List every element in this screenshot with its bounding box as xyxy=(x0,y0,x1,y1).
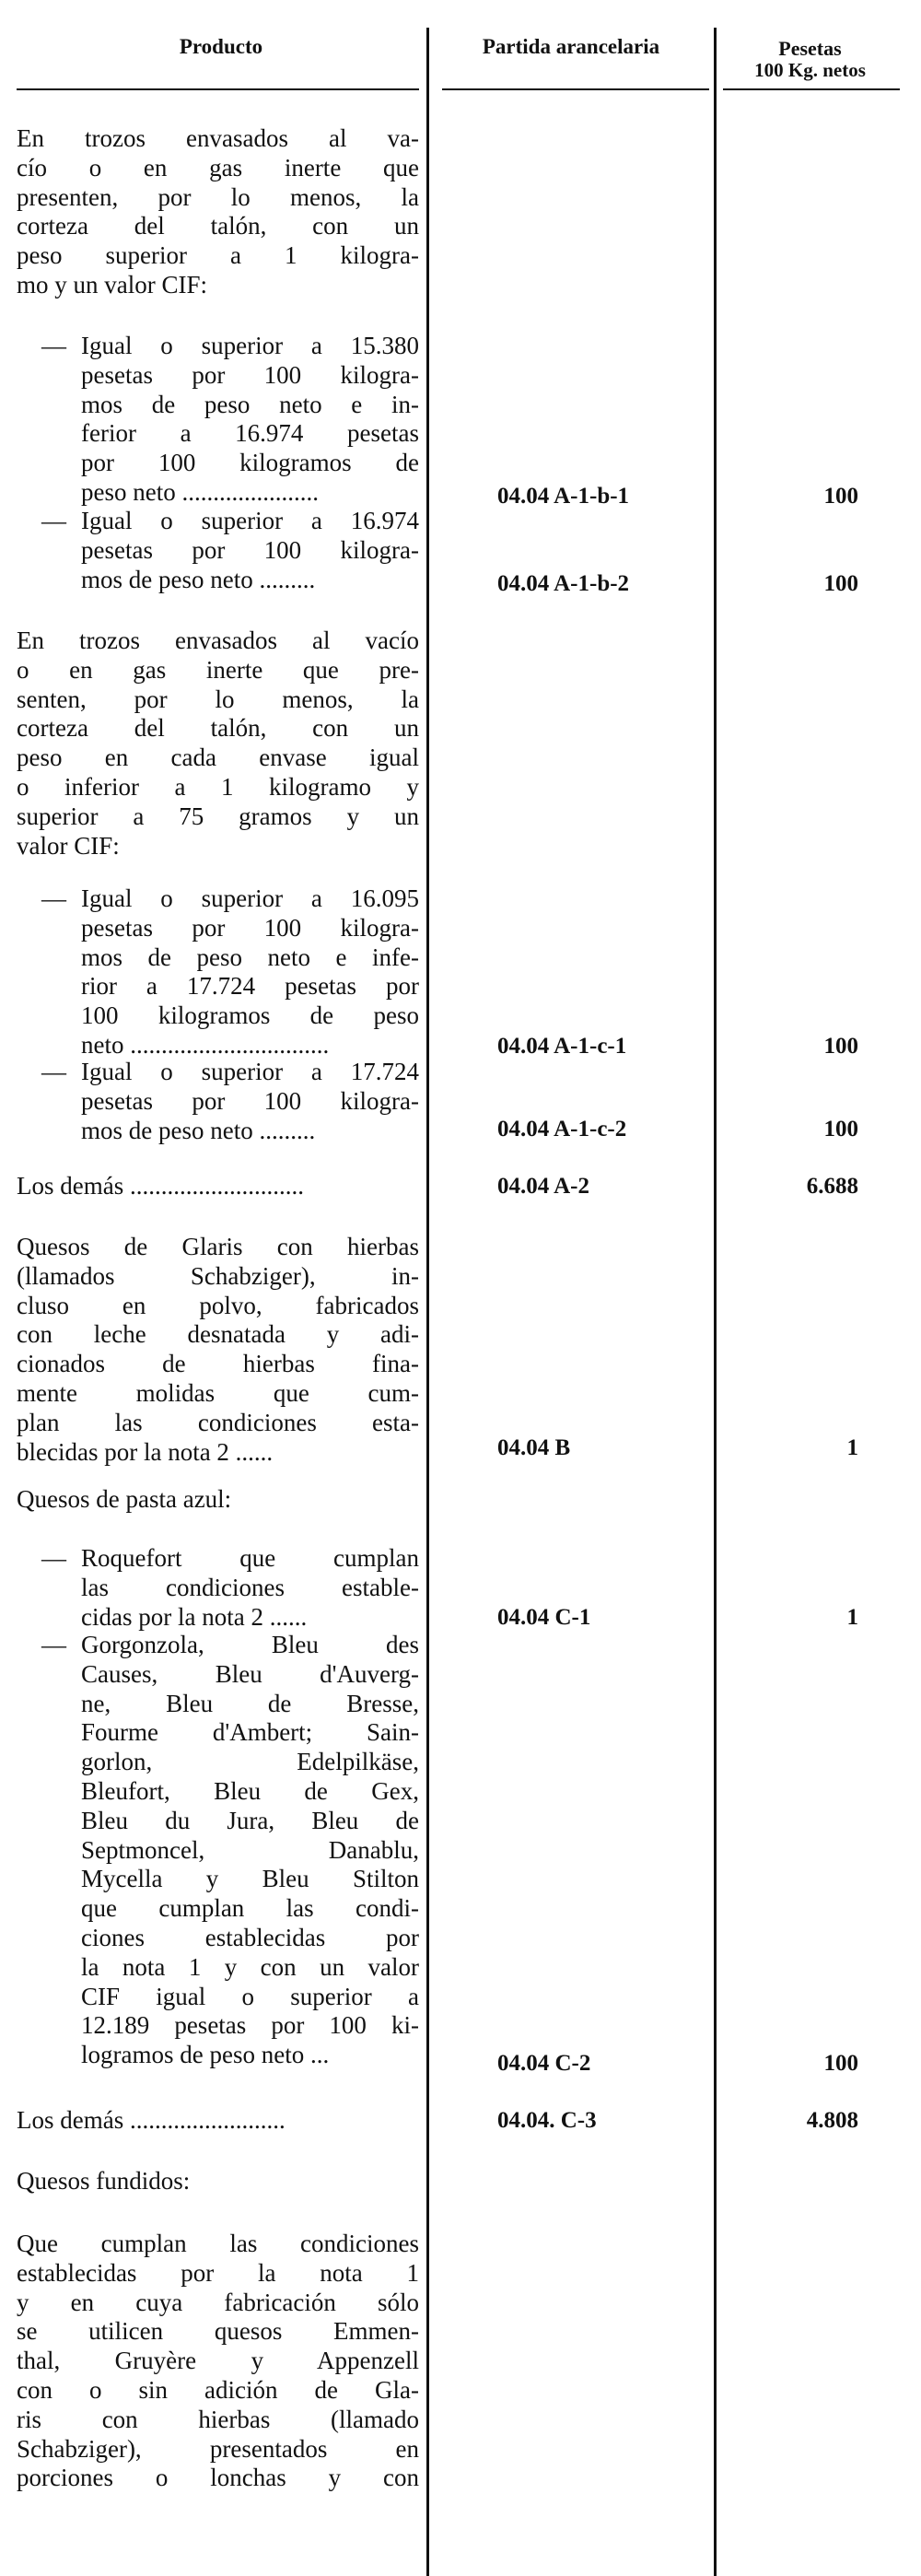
text-line: CIF igual o superior a xyxy=(81,1982,419,2010)
product-item-b1 xyxy=(41,332,419,508)
product-block-pasta-azul xyxy=(17,1485,419,1515)
text-line: En trozos envasados al vacío xyxy=(17,626,419,654)
text-line: presenten, por lo menos, la xyxy=(17,182,419,211)
text-line: mo y un valor CIF: xyxy=(17,270,207,299)
partida-code: 04.04 B xyxy=(497,1435,571,1460)
text-line: y en cuya fabricación sólo xyxy=(17,2288,419,2316)
text-line: thal, Gruyère y Appenzell xyxy=(17,2347,419,2375)
text-line: Igual o superior a 17.724 xyxy=(81,1058,419,1085)
text-line: Los demás ............................ xyxy=(17,1172,304,1200)
text-line: 100 kilogramos de peso xyxy=(81,1001,419,1030)
text-line: Que cumplan las condiciones xyxy=(17,2230,419,2257)
text-line: Mycella y Bleu Stilton xyxy=(81,1865,419,1893)
text-line: ne, Bleu de Bresse, xyxy=(81,1689,419,1717)
text-line: establecidas por la nota 1 xyxy=(17,2258,419,2287)
partida-code: 04.04 A-1-b-1 xyxy=(497,484,630,509)
header-rule-producto xyxy=(17,88,419,90)
text-line: Quesos de Glaris con hierbas xyxy=(17,1233,419,1260)
text-line: rior a 17.724 pesetas por xyxy=(81,972,419,1001)
partida-code: 04.04 A-1-c-1 xyxy=(497,1034,627,1059)
text-line: corteza del talón, con un xyxy=(17,212,419,240)
product-item-b2 xyxy=(41,507,419,594)
text-line: mos de peso neto e in- xyxy=(81,390,419,418)
text-line: corteza del talón, con un xyxy=(17,714,419,743)
pesetas-rate: 4.808 xyxy=(806,2108,858,2133)
column-header-pesetas: Pesetas xyxy=(778,37,842,60)
pesetas-rate: 1 xyxy=(846,1605,858,1630)
text-line: peso superior a 1 kilogra- xyxy=(17,241,419,270)
text-line: neto ................................ xyxy=(81,1030,330,1059)
text-line: Quesos de pasta azul: xyxy=(17,1485,232,1513)
dash-bullet: — xyxy=(41,884,66,912)
text-line: cionados de hierbas fina- xyxy=(17,1350,419,1378)
text-line: por 100 kilogramos de xyxy=(81,449,419,477)
text-line: 12.189 pesetas por 100 ki- xyxy=(81,2011,419,2040)
text-line: ferior a 16.974 pesetas xyxy=(81,419,419,448)
text-line: mos de peso neto ......... xyxy=(81,1116,316,1144)
pesetas-rate: 100 xyxy=(823,571,858,596)
text-line: Roquefort que cumplan xyxy=(81,1544,419,1572)
text-line: Bleufort, Bleu de Gex, xyxy=(81,1776,419,1805)
dash-bullet: — xyxy=(41,1544,66,1572)
text-line: porciones o lonchas y con xyxy=(17,2464,419,2492)
text-line: cidas por la nota 2 ...... xyxy=(81,1602,308,1631)
text-line: Schabziger), presentados en xyxy=(17,2434,419,2463)
text-line: pesetas por 100 kilogra- xyxy=(81,1086,419,1115)
dash-bullet: — xyxy=(41,1631,66,1658)
text-line: Fourme d'Ambert; Sain- xyxy=(81,1718,419,1747)
text-line: Quesos fundidos: xyxy=(17,2167,191,2195)
text-line: Igual o superior a 16.974 xyxy=(81,507,419,534)
text-line: senten, por lo menos, la xyxy=(17,685,419,713)
partida-code: 04.04 C-2 xyxy=(497,2051,591,2076)
text-line: blecidas por la nota 2 ...... xyxy=(17,1437,274,1466)
text-line: mos de peso neto e infe- xyxy=(81,943,419,971)
text-line: se utilicen quesos Emmen- xyxy=(17,2317,419,2346)
text-line: superior a 75 gramos y un xyxy=(17,802,419,830)
text-line: cluso en polvo, fabricados xyxy=(17,1291,419,1319)
text-line: o inferior a 1 kilogramo y xyxy=(17,772,419,801)
product-block-los-demas-2 xyxy=(17,2106,419,2136)
product-item-roquefort xyxy=(41,1544,419,1632)
partida-code: 04.04 A-1-b-2 xyxy=(497,571,630,596)
column-divider-right xyxy=(714,28,717,2576)
text-line: pesetas por 100 kilogra- xyxy=(81,535,419,564)
product-block-trozos-superior xyxy=(17,124,419,300)
text-line: con leche desnatada y adi- xyxy=(17,1320,419,1349)
partida-code: 04.04 C-1 xyxy=(497,1605,591,1630)
text-line: pesetas por 100 kilogra- xyxy=(81,913,419,942)
dash-bullet: — xyxy=(41,332,66,359)
text-line: con o sin adición de Gla- xyxy=(17,2375,419,2404)
text-line: Septmoncel, Danablu, xyxy=(81,1835,419,1864)
text-line: las condiciones estable- xyxy=(81,1573,419,1601)
text-line: ris con hierbas (llamado xyxy=(17,2405,419,2433)
text-line: Bleu du Jura, Bleu de xyxy=(81,1806,419,1834)
pesetas-rate: 100 xyxy=(823,484,858,509)
product-block-los-demas xyxy=(17,1172,419,1201)
product-block-glaris xyxy=(17,1233,419,1467)
dash-bullet: — xyxy=(41,507,66,534)
header-rule-pesetas xyxy=(723,88,900,90)
text-line: la nota 1 y con un valor xyxy=(81,1952,419,1981)
text-line: Gorgonzola, Bleu des xyxy=(81,1631,419,1658)
text-line: Causes, Bleu d'Auverg- xyxy=(81,1659,419,1688)
text-line: peso neto ...................... xyxy=(81,477,319,506)
column-header-producto: Producto xyxy=(179,35,263,58)
product-block-fundidos xyxy=(17,2167,419,2196)
text-line: peso en cada envase igual xyxy=(17,744,419,772)
text-line: plan las condiciones esta- xyxy=(17,1408,419,1436)
text-line: mente molidas que cum- xyxy=(17,1378,419,1407)
product-item-c2 xyxy=(41,1058,419,1145)
text-line: (llamados Schabziger), in- xyxy=(17,1261,419,1290)
text-line: valor CIF: xyxy=(17,831,120,860)
dash-bullet: — xyxy=(41,1058,66,1085)
text-line: que cumplan las condi- xyxy=(81,1894,419,1923)
text-line: o en gas inerte que pre- xyxy=(17,655,419,684)
product-item-gorgonzola xyxy=(41,1631,419,2070)
partida-code: 04.04 A-1-c-2 xyxy=(497,1117,627,1142)
text-line: logramos de peso neto ... xyxy=(81,2041,330,2069)
product-item-c1 xyxy=(41,884,419,1060)
column-divider-left xyxy=(426,28,429,2576)
pesetas-rate: 100 xyxy=(823,2051,858,2076)
pesetas-rate: 100 xyxy=(823,1034,858,1059)
text-line: mos de peso neto ......... xyxy=(81,565,316,593)
pesetas-rate: 1 xyxy=(846,1435,858,1460)
text-line: ciones establecidas por xyxy=(81,1923,419,1951)
text-line: En trozos envasados al va- xyxy=(17,124,419,152)
pesetas-rate: 100 xyxy=(823,1117,858,1142)
text-line: Igual o superior a 16.095 xyxy=(81,884,419,912)
column-header-pesetas-unit: 100 Kg. netos xyxy=(754,59,866,81)
partida-code: 04.04 A-2 xyxy=(497,1174,589,1199)
pesetas-rate: 6.688 xyxy=(806,1174,858,1199)
text-line: pesetas por 100 kilogra- xyxy=(81,360,419,389)
text-line: cío o en gas inerte que xyxy=(17,153,419,181)
text-line: Igual o superior a 15.380 xyxy=(81,332,419,359)
text-line: Los demás ......................... xyxy=(17,2106,286,2134)
partida-code: 04.04. C-3 xyxy=(497,2108,597,2133)
product-block-trozos-inferior xyxy=(17,626,419,861)
product-block-fundidos-condiciones xyxy=(17,2230,419,2493)
header-rule-partida xyxy=(442,88,709,90)
text-line: gorlon, Edelpilkäse, xyxy=(81,1748,419,1776)
column-header-partida: Partida arancelaria xyxy=(482,35,660,58)
